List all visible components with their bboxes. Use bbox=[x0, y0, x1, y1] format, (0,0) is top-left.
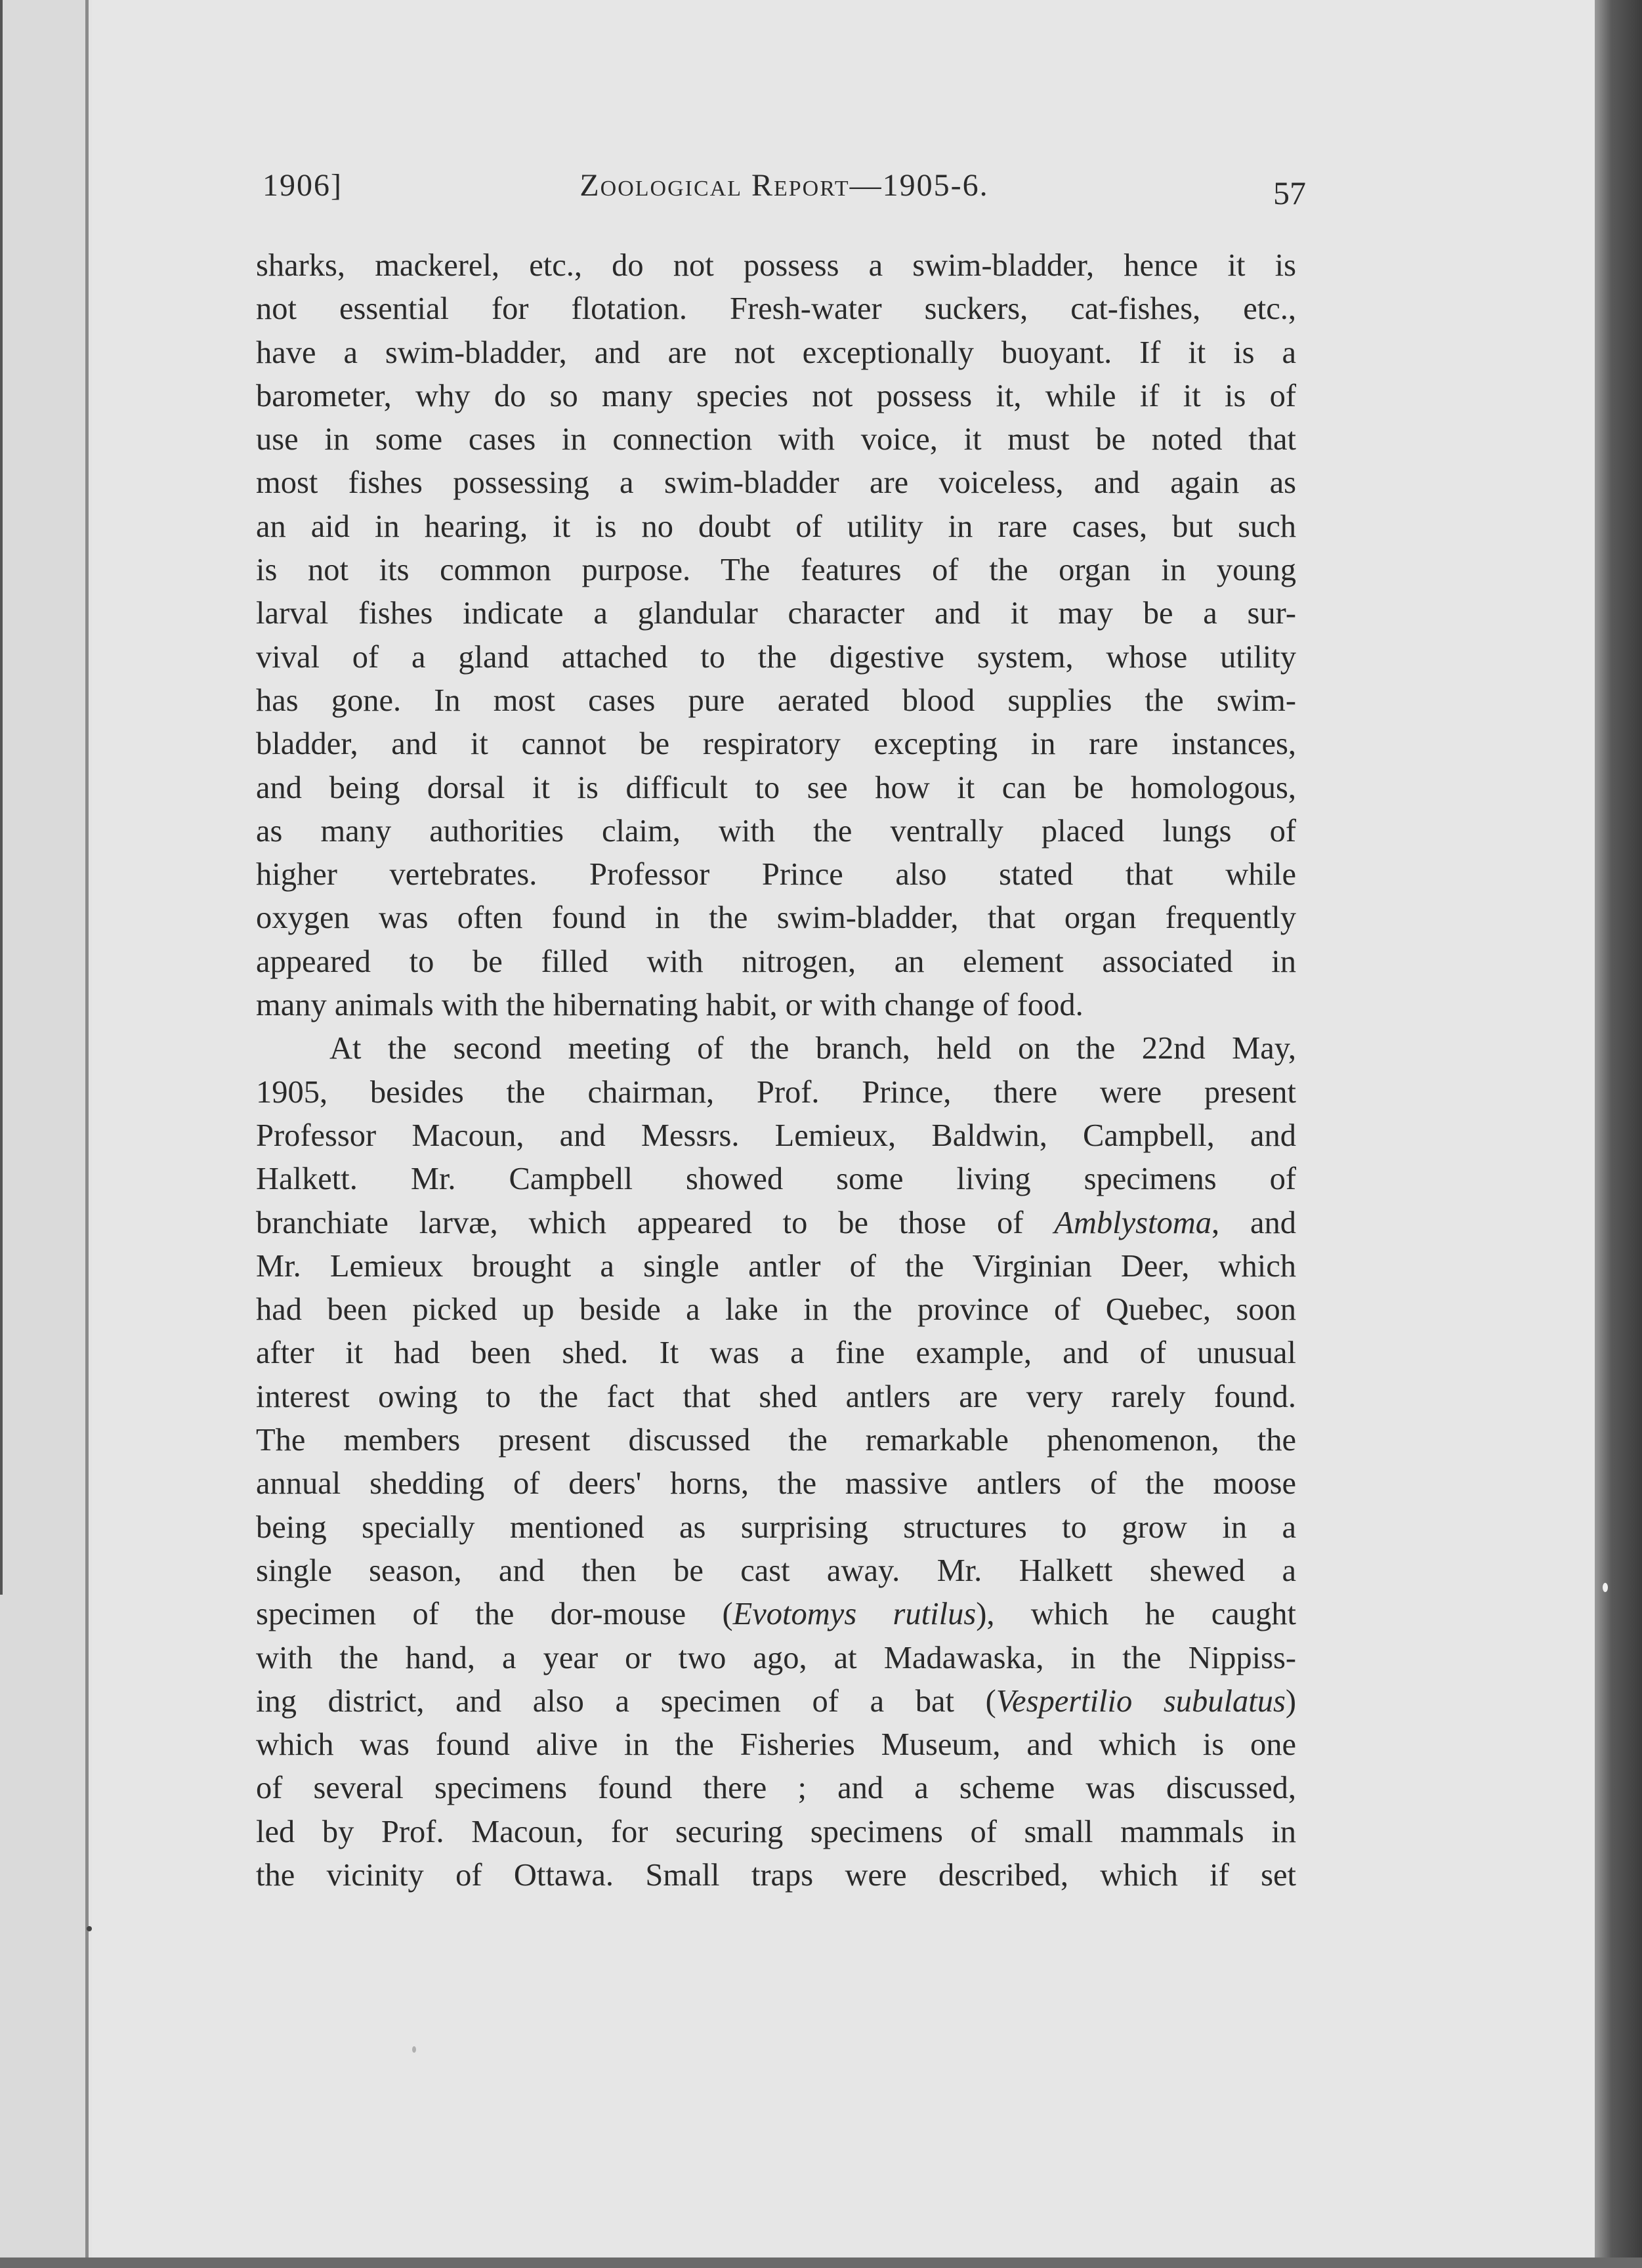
scan-speck bbox=[1603, 1583, 1608, 1592]
text-line: Professor Macoun, and Messrs. Lemieux, Baldwin, Campbell, and bbox=[256, 1118, 1296, 1153]
text-line: not essential for flotation. Fresh-water suckers, cat-fishes, etc., bbox=[256, 291, 1296, 327]
text-segment: ) bbox=[1285, 1683, 1296, 1719]
text-line: with the hand, a year or two ago, at Madawaska, in the Nippiss- bbox=[256, 1640, 1296, 1675]
body-text bbox=[256, 244, 1296, 1897]
scan-left-margin bbox=[0, 0, 85, 2268]
text-line: have a swim-bladder, and are not exceptionally buoyant. If it is a bbox=[256, 335, 1296, 370]
header-title: Zoological Report—1905-6. bbox=[579, 168, 989, 203]
text-line-with-italic bbox=[256, 1680, 1296, 1723]
text-line: is not its common purpose. The features of the organ in young bbox=[256, 553, 1296, 588]
header-year: 1906] bbox=[263, 168, 343, 203]
text-line: Mr. Lemieux brought a single antler of the Virginian Deer, which bbox=[256, 1248, 1296, 1284]
text-line: barometer, why do so many species not possess it, while if it is of bbox=[256, 378, 1296, 413]
text-line: larval fishes indicate a glandular character and it may be a sur- bbox=[256, 596, 1296, 631]
text-line: single season, and then be cast away. Mr. Halkett shewed a bbox=[256, 1553, 1296, 1588]
text-line: sharks, mackerel, etc., do not possess a swim-bladder, hence it is bbox=[256, 248, 1296, 283]
text-line: had been picked up beside a lake in the province of Quebec, soon bbox=[256, 1292, 1296, 1328]
text-line: has gone. In most cases pure aerated blood supplies the swim- bbox=[256, 682, 1296, 718]
scan-right-edge bbox=[1595, 0, 1642, 2268]
text-line: appeared to be filled with nitrogen, an element associated in bbox=[256, 944, 1296, 979]
text-line: At the second meeting of the branch, held on the 22nd May, bbox=[329, 1031, 1296, 1066]
text-line: an aid in hearing, it is no doubt of utility in rare cases, but such bbox=[256, 509, 1296, 544]
text-line: led by Prof. Macoun, for securing specimens of small mammals in bbox=[256, 1814, 1296, 1849]
text-line: being specially mentioned as surprising structures to grow in a bbox=[256, 1509, 1296, 1545]
species-name-italic: Amblystoma bbox=[1054, 1205, 1212, 1240]
scan-speck bbox=[412, 2046, 416, 2053]
scan-speck bbox=[87, 1926, 92, 1931]
text-segment: specimen of the dor-mouse ( bbox=[256, 1597, 733, 1632]
text-segment: ), which he caught bbox=[976, 1597, 1296, 1632]
text-line: interest owing to the fact that shed antlers are very rarely found. bbox=[256, 1379, 1296, 1414]
text-line: most fishes possessing a swim-bladder are voiceless, and again as bbox=[256, 465, 1296, 501]
species-name-italic: Evotomys rutilus bbox=[732, 1597, 977, 1632]
text-line: bladder, and it cannot be respiratory excepting in rare instances, bbox=[256, 726, 1296, 762]
text-segment: branchiate larvæ, which appeared to be those of bbox=[256, 1205, 1055, 1240]
scan-bottom-edge bbox=[0, 2258, 1642, 2268]
text-line: after it had been shed. It was a fine example, and of unusual bbox=[256, 1335, 1296, 1371]
species-name-italic: Vespertilio subulatus bbox=[996, 1683, 1286, 1719]
text-line: which was found alive in the Fisheries Museum, and which is one bbox=[256, 1727, 1296, 1763]
page-number: 57 bbox=[1273, 175, 1306, 211]
text-line-with-italic bbox=[256, 1593, 1296, 1636]
text-line-with-italic bbox=[256, 1202, 1296, 1245]
text-segment: ing district, and also a specimen of a bat ( bbox=[256, 1683, 996, 1719]
text-line: Halkett. Mr. Campbell showed some living specimens of bbox=[256, 1162, 1296, 1197]
text-line: use in some cases in connection with voice, it must be noted that bbox=[256, 422, 1296, 457]
text-line: higher vertebrates. Professor Prince also stated that while bbox=[256, 857, 1296, 892]
text-line: as many authorities claim, with the ventrally placed lungs of bbox=[256, 813, 1296, 849]
scan-left-border bbox=[0, 0, 3, 1595]
text-line: of several specimens found there ; and a scheme was discussed, bbox=[256, 1771, 1296, 1806]
text-line: the vicinity of Ottawa. Small traps were described, which if set bbox=[256, 1857, 1296, 1893]
text-line: 1905, besides the chairman, Prof. Prince, there were present bbox=[256, 1074, 1296, 1110]
text-line: The members present discussed the remarkable phenomenon, the bbox=[256, 1423, 1296, 1458]
text-line: oxygen was often found in the swim-bladder, that organ frequently bbox=[256, 900, 1296, 936]
text-line: and being dorsal it is difficult to see how it can be homologous, bbox=[256, 770, 1296, 805]
text-segment: , and bbox=[1211, 1205, 1296, 1240]
text-line: vival of a gland attached to the digestive system, whose utility bbox=[256, 639, 1296, 675]
text-line: many animals with the hibernating habit, or with change of food. bbox=[256, 988, 1084, 1023]
running-head bbox=[263, 167, 1306, 220]
text-line: annual shedding of deers' horns, the massive antlers of the moose bbox=[256, 1466, 1296, 1502]
